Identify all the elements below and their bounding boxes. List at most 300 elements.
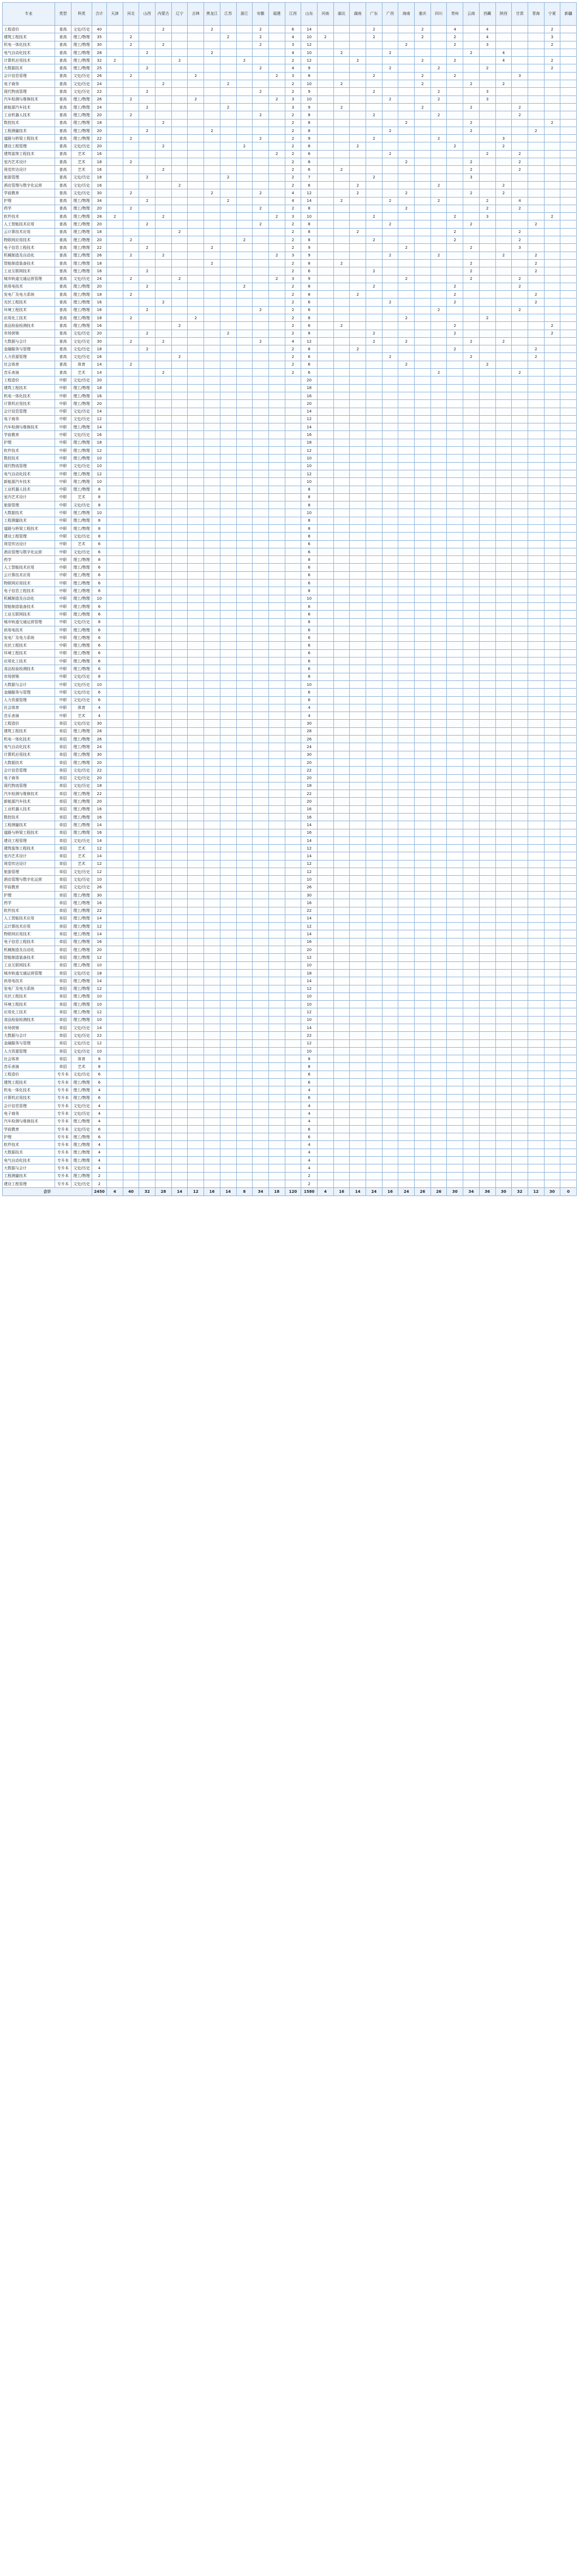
province-count-cell [415, 860, 431, 868]
province-count-cell [544, 369, 560, 376]
major-cell: 大数据技术 [3, 64, 55, 72]
table-row [3, 142, 577, 150]
province-count-cell [479, 571, 495, 579]
province-count-cell: 2 [544, 57, 560, 64]
province-count-cell [236, 751, 253, 758]
province-count-cell [366, 314, 382, 321]
table-row [3, 392, 577, 399]
province-count-cell: 2 [544, 213, 560, 220]
province-count-cell [544, 166, 560, 174]
province-count-cell [479, 798, 495, 805]
province-count-cell [512, 1039, 528, 1047]
province-count-cell [430, 689, 447, 696]
province-count-cell [350, 431, 366, 439]
row-total-cell: 22 [92, 244, 107, 252]
province-count-cell [560, 1094, 577, 1102]
province-count-cell: 4 [479, 33, 495, 41]
province-count-cell [204, 439, 220, 446]
province-count-cell [447, 860, 463, 868]
category-cell: 文史/历史 [71, 1102, 92, 1109]
province-count-cell [220, 852, 236, 860]
province-count-cell [479, 158, 495, 166]
province-count-cell [495, 548, 512, 555]
province-count-cell [495, 462, 512, 470]
province-count-cell [366, 649, 382, 657]
province-count-cell [220, 1055, 236, 1063]
major-cell: 道路与桥梁工程技术 [3, 135, 55, 142]
province-count-cell: 2 [285, 353, 301, 361]
province-count-cell [188, 805, 204, 813]
type-cell: 中职 [55, 384, 71, 392]
province-count-cell [188, 969, 204, 977]
province-count-cell [479, 1125, 495, 1133]
province-count-cell [253, 642, 269, 649]
province-count-cell [366, 977, 382, 985]
province-count-cell [204, 1024, 220, 1032]
province-count-cell [479, 1001, 495, 1008]
province-count-cell: 6 [301, 361, 318, 368]
province-count-cell [123, 642, 139, 649]
province-count-cell [479, 80, 495, 88]
province-count-cell [156, 353, 172, 361]
province-count-cell [495, 876, 512, 883]
province-count-cell [528, 1032, 544, 1039]
province-count-cell [350, 1110, 366, 1117]
category-cell: 理工/物理 [71, 252, 92, 259]
province-count-cell [430, 930, 447, 938]
province-count-cell [382, 836, 398, 844]
major-cell: 音乐表演 [3, 712, 55, 720]
province-count-cell [220, 805, 236, 813]
province-count-cell: 2 [156, 369, 172, 376]
province-count-cell [333, 852, 350, 860]
province-count-cell [268, 400, 285, 408]
province-count-cell [479, 181, 495, 189]
province-count-cell [495, 345, 512, 353]
province-count-cell [139, 1071, 156, 1078]
province-count-cell [317, 103, 333, 111]
category-cell: 文史/历史 [71, 1125, 92, 1133]
province-count-cell [220, 322, 236, 330]
province-count-cell [544, 103, 560, 111]
province-count-cell: 2 [366, 267, 382, 275]
province-count-cell [463, 470, 480, 477]
province-count-cell: 4 [479, 26, 495, 33]
province-count-cell [398, 478, 415, 486]
province-count-cell: 14 [301, 26, 318, 33]
province-count-cell [495, 447, 512, 455]
province-count-cell [268, 712, 285, 720]
province-count-cell [528, 642, 544, 649]
province-count-cell [382, 88, 398, 95]
province-count-cell [512, 665, 528, 673]
province-count-cell [495, 509, 512, 517]
province-count-cell [430, 80, 447, 88]
table-row [3, 1055, 577, 1063]
province-count-cell [350, 860, 366, 868]
province-count-cell [123, 1094, 139, 1102]
province-count-cell [544, 486, 560, 493]
province-count-cell [220, 611, 236, 618]
row-total-cell: 28 [92, 213, 107, 220]
province-count-cell [512, 946, 528, 954]
province-count-cell [415, 205, 431, 212]
major-cell: 建设工程管理 [3, 533, 55, 540]
province-count-cell [123, 80, 139, 88]
province-count-cell: 2 [139, 197, 156, 205]
province-count-cell [123, 64, 139, 72]
province-count-cell [268, 673, 285, 680]
province-count-cell: 2 [253, 111, 269, 119]
province-count-cell [366, 376, 382, 384]
column-header: 山西 [139, 3, 156, 26]
province-count-cell [528, 64, 544, 72]
province-count-cell [333, 767, 350, 774]
province-count-cell [382, 135, 398, 142]
table-row [3, 1001, 577, 1008]
province-count-cell [560, 642, 577, 649]
type-cell: 普高 [55, 111, 71, 119]
province-count-cell [236, 696, 253, 704]
province-count-cell: 8 [301, 220, 318, 228]
province-count-cell [528, 1110, 544, 1117]
province-count-cell [285, 969, 301, 977]
province-count-cell [430, 408, 447, 415]
province-count-cell [415, 1055, 431, 1063]
type-cell: 普高 [55, 26, 71, 33]
province-count-cell [512, 836, 528, 844]
province-count-cell [528, 80, 544, 88]
province-count-cell [560, 571, 577, 579]
province-count-cell [253, 868, 269, 876]
row-total-cell: 26 [92, 95, 107, 103]
province-count-cell [415, 228, 431, 236]
province-count-cell [220, 696, 236, 704]
province-count-cell [139, 1032, 156, 1039]
province-count-cell: 2 [430, 252, 447, 259]
province-count-cell: 2 [253, 41, 269, 49]
province-count-cell [382, 923, 398, 930]
province-count-cell [495, 595, 512, 602]
province-count-cell [560, 1047, 577, 1055]
province-count-cell [171, 758, 188, 766]
row-total-cell: 6 [92, 1071, 107, 1078]
province-count-cell [430, 275, 447, 283]
province-count-cell [366, 595, 382, 602]
province-count-cell [123, 1071, 139, 1078]
province-count-cell [220, 720, 236, 727]
province-count-cell [430, 587, 447, 595]
province-count-cell [479, 267, 495, 275]
province-count-cell [495, 1016, 512, 1024]
province-count-cell [268, 1149, 285, 1156]
province-count-cell [107, 891, 123, 899]
type-cell: 普高 [55, 252, 71, 259]
province-count-cell [544, 1008, 560, 1016]
province-count-cell [350, 103, 366, 111]
province-count-cell [463, 977, 480, 985]
province-count-cell [447, 1117, 463, 1125]
province-count-cell [512, 642, 528, 649]
province-count-cell [447, 1063, 463, 1071]
province-count-cell [366, 291, 382, 298]
province-count-cell [350, 930, 366, 938]
province-count-cell [528, 181, 544, 189]
table-row [3, 80, 577, 88]
province-count-cell [204, 447, 220, 455]
province-count-cell [333, 1008, 350, 1016]
province-count-cell [204, 587, 220, 595]
province-count-cell [171, 259, 188, 267]
province-count-cell [188, 509, 204, 517]
type-cell: 普高 [55, 197, 71, 205]
province-count-cell [479, 376, 495, 384]
province-count-cell [188, 33, 204, 41]
major-cell: 室内艺术设计 [3, 493, 55, 501]
province-count-cell [171, 244, 188, 252]
province-count-cell [204, 1039, 220, 1047]
type-cell: 中职 [55, 376, 71, 384]
province-count-cell [415, 993, 431, 1000]
province-count-cell [333, 142, 350, 150]
province-count-cell: 2 [285, 181, 301, 189]
province-count-cell [268, 517, 285, 524]
province-count-cell [560, 462, 577, 470]
province-count-cell [139, 1102, 156, 1109]
province-count-cell [333, 462, 350, 470]
province-count-cell [188, 720, 204, 727]
province-count-cell [350, 509, 366, 517]
type-cell: 普高 [55, 283, 71, 290]
province-count-cell [512, 1094, 528, 1102]
province-count-cell [171, 400, 188, 408]
province-count-cell [107, 727, 123, 735]
province-count-cell: 10 [301, 49, 318, 56]
province-count-cell [495, 1141, 512, 1149]
type-cell: 中职 [55, 408, 71, 415]
province-count-cell: 2 [463, 189, 480, 197]
province-count-cell [447, 883, 463, 891]
major-cell: 机械制造及自动化 [3, 595, 55, 602]
province-count-cell [317, 181, 333, 189]
province-count-cell [253, 1079, 269, 1086]
province-count-cell: 2 [415, 72, 431, 80]
province-count-cell [398, 306, 415, 314]
province-count-cell [139, 758, 156, 766]
province-count-cell [382, 1117, 398, 1125]
province-count-cell [220, 361, 236, 368]
province-count-cell [171, 1125, 188, 1133]
province-count-cell [398, 899, 415, 907]
province-count-cell [171, 291, 188, 298]
province-count-cell [495, 642, 512, 649]
province-count-cell [398, 174, 415, 181]
province-count-cell [560, 556, 577, 564]
province-count-cell [333, 923, 350, 930]
province-count-cell [430, 665, 447, 673]
province-count-cell [220, 142, 236, 150]
province-count-cell [463, 602, 480, 610]
province-count-cell [204, 33, 220, 41]
province-count-cell [156, 431, 172, 439]
province-count-cell [528, 197, 544, 205]
province-count-cell [512, 252, 528, 259]
province-count-cell [156, 103, 172, 111]
type-cell: 专升本 [55, 1117, 71, 1125]
province-count-cell: 6 [301, 150, 318, 158]
province-count-cell [188, 166, 204, 174]
province-count-cell [415, 946, 431, 954]
province-count-cell [463, 969, 480, 977]
province-count-cell [479, 1008, 495, 1016]
province-count-cell [236, 1079, 253, 1086]
province-count-cell [171, 634, 188, 642]
province-count-cell [528, 673, 544, 680]
major-cell: 供用电技术 [3, 283, 55, 290]
province-count-cell [123, 1008, 139, 1016]
province-count-cell [253, 1047, 269, 1055]
table-row [3, 408, 577, 415]
province-count-cell: 10 [301, 478, 318, 486]
province-count-cell [204, 64, 220, 72]
province-count-cell [107, 946, 123, 954]
province-count-cell [495, 1024, 512, 1032]
row-total-cell: 18 [92, 158, 107, 166]
province-count-cell [560, 455, 577, 462]
province-count-cell [107, 150, 123, 158]
province-count-cell: 10 [301, 80, 318, 88]
province-count-cell [398, 486, 415, 493]
major-cell: 城市轨道交通运营管理 [3, 275, 55, 283]
province-count-cell [268, 369, 285, 376]
province-count-cell [236, 103, 253, 111]
province-count-cell [268, 103, 285, 111]
province-count-cell: 2 [479, 64, 495, 72]
province-count-cell [333, 353, 350, 361]
table-row [3, 415, 577, 423]
province-count-cell [495, 493, 512, 501]
row-total-cell: 16 [92, 829, 107, 836]
province-count-cell: 2 [123, 361, 139, 368]
province-count-cell [268, 423, 285, 431]
province-count-cell [285, 642, 301, 649]
province-count-cell [430, 680, 447, 688]
category-cell: 文史/历史 [71, 767, 92, 774]
major-cell: 光伏工程技术 [3, 993, 55, 1000]
province-count-cell [123, 392, 139, 399]
province-count-cell [317, 1071, 333, 1078]
province-count-cell [463, 1141, 480, 1149]
province-count-cell [398, 267, 415, 275]
province-count-cell [236, 205, 253, 212]
row-total-cell: 6 [92, 689, 107, 696]
province-count-cell [107, 306, 123, 314]
major-cell: 发电厂及电力系统 [3, 634, 55, 642]
province-count-cell: 2 [495, 252, 512, 259]
province-count-cell [171, 197, 188, 205]
province-count-cell [236, 1110, 253, 1117]
type-cell: 普高 [55, 135, 71, 142]
province-count-cell [236, 845, 253, 852]
province-count-cell [495, 930, 512, 938]
province-count-cell: 2 [382, 353, 398, 361]
province-count-cell [236, 891, 253, 899]
province-count-cell: 12 [301, 1039, 318, 1047]
province-count-cell [268, 579, 285, 587]
province-count-cell: 2 [398, 244, 415, 252]
table-row [3, 969, 577, 977]
province-count-cell [415, 602, 431, 610]
province-count-cell [415, 798, 431, 805]
province-count-cell [382, 743, 398, 751]
province-count-cell [495, 119, 512, 127]
province-count-cell [107, 540, 123, 548]
province-count-cell [107, 127, 123, 134]
province-count-cell [463, 1047, 480, 1055]
province-count-cell [398, 993, 415, 1000]
province-count-cell [156, 275, 172, 283]
province-count-cell [495, 1110, 512, 1117]
province-count-cell [236, 977, 253, 985]
province-count-cell [317, 236, 333, 244]
province-count-cell [479, 758, 495, 766]
province-count-cell: 2 [171, 181, 188, 189]
province-count-cell [204, 486, 220, 493]
province-count-cell [268, 57, 285, 64]
row-total-cell: 6 [92, 571, 107, 579]
province-count-cell [156, 236, 172, 244]
province-count-cell [382, 689, 398, 696]
province-count-cell [560, 283, 577, 290]
province-count-cell [382, 611, 398, 618]
province-count-cell [268, 236, 285, 244]
category-cell: 理工/物理 [71, 291, 92, 298]
column-header: 新疆 [560, 3, 577, 26]
province-count-cell [107, 689, 123, 696]
province-count-cell [268, 33, 285, 41]
province-count-cell [479, 579, 495, 587]
category-cell: 理工/物理 [71, 634, 92, 642]
type-cell: 单招 [55, 961, 71, 969]
province-count-cell [415, 119, 431, 127]
province-count-cell [366, 275, 382, 283]
province-count-cell [512, 813, 528, 821]
province-count-cell: 2 [350, 291, 366, 298]
province-count-cell: 2 [171, 275, 188, 283]
province-count-cell [350, 306, 366, 314]
province-count-cell [544, 501, 560, 509]
province-count-cell [382, 244, 398, 252]
province-count-cell [447, 977, 463, 985]
category-cell: 理工/物理 [71, 103, 92, 111]
province-count-cell [415, 930, 431, 938]
province-count-cell [220, 946, 236, 954]
table-row [3, 1125, 577, 1133]
province-count-cell [188, 306, 204, 314]
province-count-cell [220, 564, 236, 571]
major-cell: 工业机器人技术 [3, 486, 55, 493]
province-count-cell [560, 1086, 577, 1094]
province-count-cell [333, 727, 350, 735]
province-count-cell [382, 525, 398, 533]
province-count-cell [204, 1008, 220, 1016]
row-total-cell: 16 [92, 322, 107, 330]
province-count-cell [495, 868, 512, 876]
province-count-cell [512, 213, 528, 220]
province-count-cell [528, 634, 544, 642]
province-count-cell [188, 704, 204, 712]
province-count-cell: 2 [268, 150, 285, 158]
